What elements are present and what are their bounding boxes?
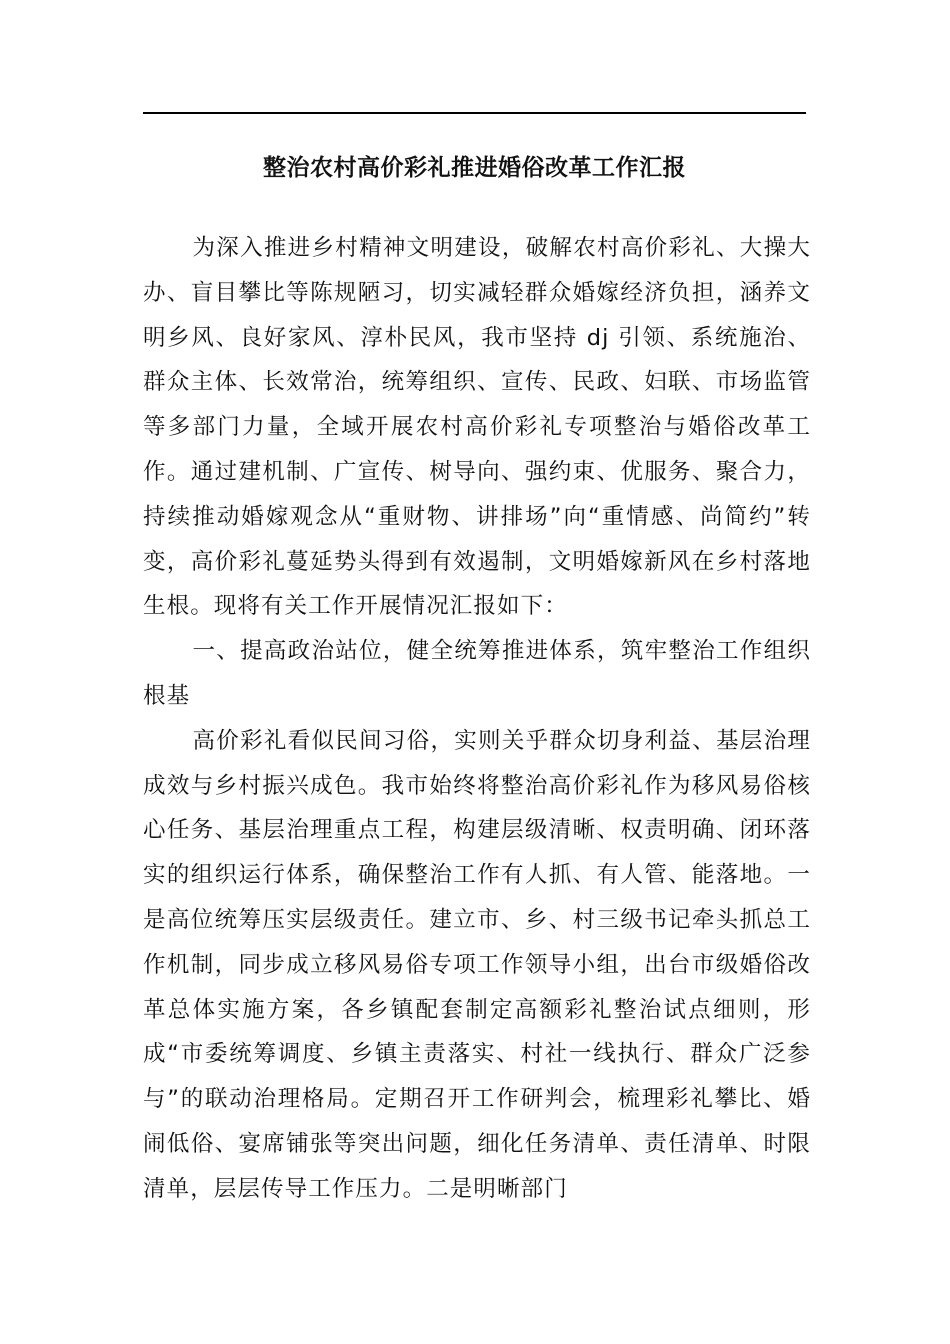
section-one-paragraph: 高价彩礼看似民间习俗，实则关乎群众切身利益、基层治理成效与乡村振兴成色。我市始终将整治高价彩礼作为移风易俗核心任务、基层治理重点工程，构建层级清晰、权责明确、闭环落实的组织运行体系，确保整治工作有人抓、有人管、能落地。一是高位统筹压实层级责任。建立市、乡、村三级书记牵头抓总工作机制，同步成立移风易俗专项工作领导小组，出台市级婚俗改革总体实施方案，各乡镇配套制定高额彩礼整治试点细则，形成“市委统筹调度、乡镇主责落实、村社一线执行、群众广泛参与”的联动治理格局。定期召开工作研判会，梳理彩礼攀比、婚闹低俗、宴席铺张等突出问题，细化任务清单、责任清单、时限清单，层层传导工作压力。二是明晰部门 [143,727,811,1202]
document-title: 整治农村高价彩礼推进婚俗改革工作汇报 [263,155,686,181]
document-body [143,226,811,1212]
intro-paragraph: 为深入推进乡村精神文明建设，破解农村高价彩礼、大操大办、盲目攀比等陈规陋习，切实减轻群众婚嫁经济负担，涵养文明乡风、良好家风、淳朴民风，我市坚持 dj 引领、系统施治、群众主体、长效常治，统筹组织、宣传、民政、妇联、市场监管等多部门力量，全域开展农村高价彩礼专项整治与婚俗改革工作。通过建机制、广宣传、树导向、强约束、优服务、聚合力，持续推动婚嫁观念从“重财物、讲排场”向“重情感、尚简约”转变，高价彩礼蔓延势头得到有效遏制，文明婚嫁新风在乡村落地生根。现将有关工作开展情况汇报如下： [143,235,811,620]
header-rule [143,112,806,114]
section-heading-one: 一、提高政治站位，健全统筹推进体系，筑牢整治工作组织根基 [143,638,811,709]
